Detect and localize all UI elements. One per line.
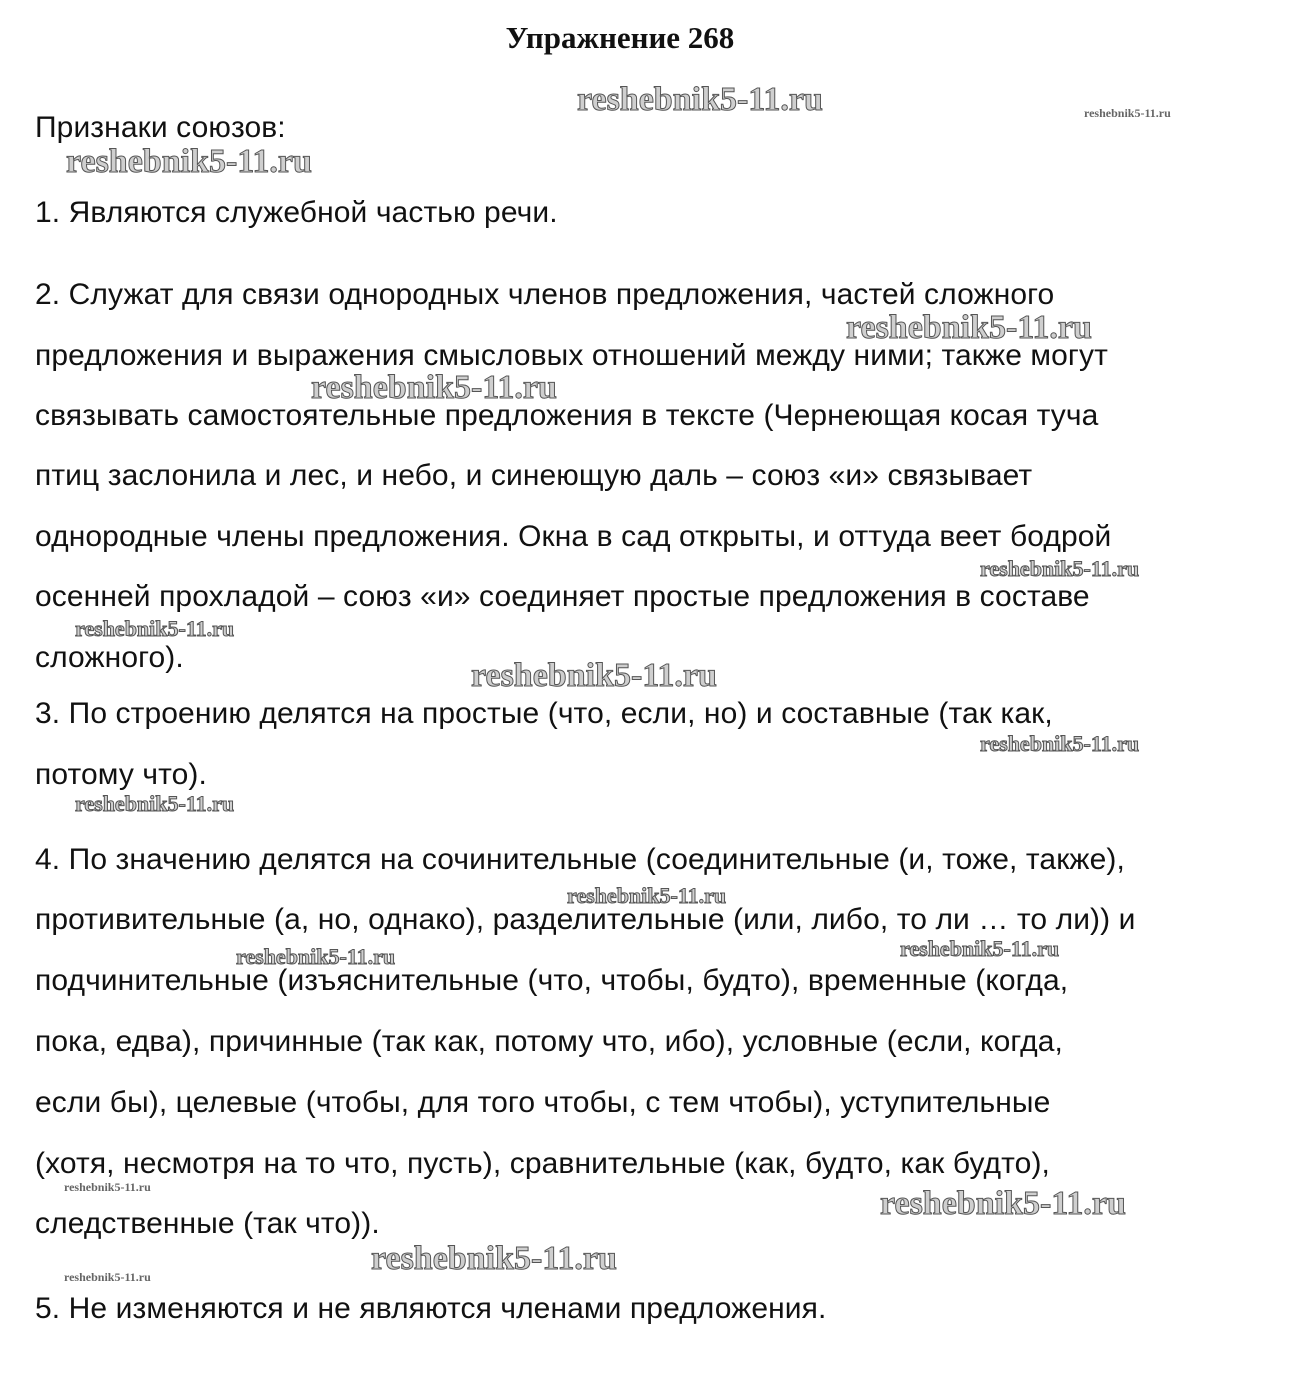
watermark: reshebnik5-11.ru [980, 556, 1140, 581]
watermark: reshebnik5-11.ru [64, 1270, 151, 1284]
watermark: reshebnik5-11.ru [846, 309, 1092, 346]
text-line: птиц заслонила и лес, и небо, и синеющую даль – союз «и» связывает [35, 459, 1033, 492]
text-line: противительные (а, но, однако), разделительные (или, либо, то ли … то ли)) и [35, 903, 1136, 936]
text-line: подчинительные (изъяснительные (что, чтобы, будто), временные (когда, [35, 964, 1069, 997]
text-line: сложного). [35, 641, 184, 674]
text-line: пока, едва), причинные (так как, потому что, ибо), условные (если, когда, [35, 1025, 1063, 1058]
text-line: предложения и выражения смысловых отношений между ними; также могут [35, 339, 1108, 372]
watermark: reshebnik5-11.ru [64, 1180, 151, 1194]
text-line: осенней прохладой – союз «и» соединяет простые предложения в составе [35, 580, 1090, 613]
text-line: однородные члены предложения. Окна в сад открыты, и оттуда веет бодрой [35, 520, 1112, 553]
watermark: reshebnik5-11.ru [75, 616, 235, 641]
text-line: 2. Служат для связи однородных членов предложения, частей сложного [35, 278, 1055, 311]
watermark: reshebnik5-11.ru [311, 369, 557, 406]
watermark: reshebnik5-11.ru [471, 657, 717, 694]
text-line: 5. Не изменяются и не являются членами предложения. [35, 1292, 827, 1325]
text-line: Признаки союзов: [35, 111, 286, 144]
watermark: reshebnik5-11.ru [236, 944, 396, 969]
text-line: 3. По строению делятся на простые (что, если, но) и составные (так как, [35, 697, 1053, 730]
watermark: reshebnik5-11.ru [880, 1185, 1126, 1222]
watermark: reshebnik5-11.ru [567, 883, 727, 908]
watermark: reshebnik5-11.ru [980, 731, 1140, 756]
text-line: 4. По значению делятся на сочинительные (соединительные (и, тоже, также), [35, 843, 1125, 876]
text-line: связывать самостоятельные предложения в тексте (Чернеющая косая туча [35, 399, 1099, 432]
text-line: потому что). [35, 758, 207, 791]
text-line: если бы), целевые (чтобы, для того чтобы, с тем чтобы), уступительные [35, 1086, 1051, 1119]
text-line: 1. Являются служебной частью речи. [35, 196, 558, 229]
text-line: (хотя, несмотря на то что, пусть), сравнительные (как, будто, как будто), [35, 1147, 1050, 1180]
watermark: reshebnik5-11.ru [1084, 106, 1171, 120]
watermark: reshebnik5-11.ru [371, 1240, 617, 1277]
watermark: reshebnik5-11.ru [75, 791, 235, 816]
watermark: reshebnik5-11.ru [66, 143, 312, 180]
text-line: следственные (так что)). [35, 1207, 380, 1240]
watermark: reshebnik5-11.ru [900, 936, 1060, 961]
page-title: Упражнение 268 [505, 20, 735, 55]
watermark: reshebnik5-11.ru [577, 81, 823, 118]
